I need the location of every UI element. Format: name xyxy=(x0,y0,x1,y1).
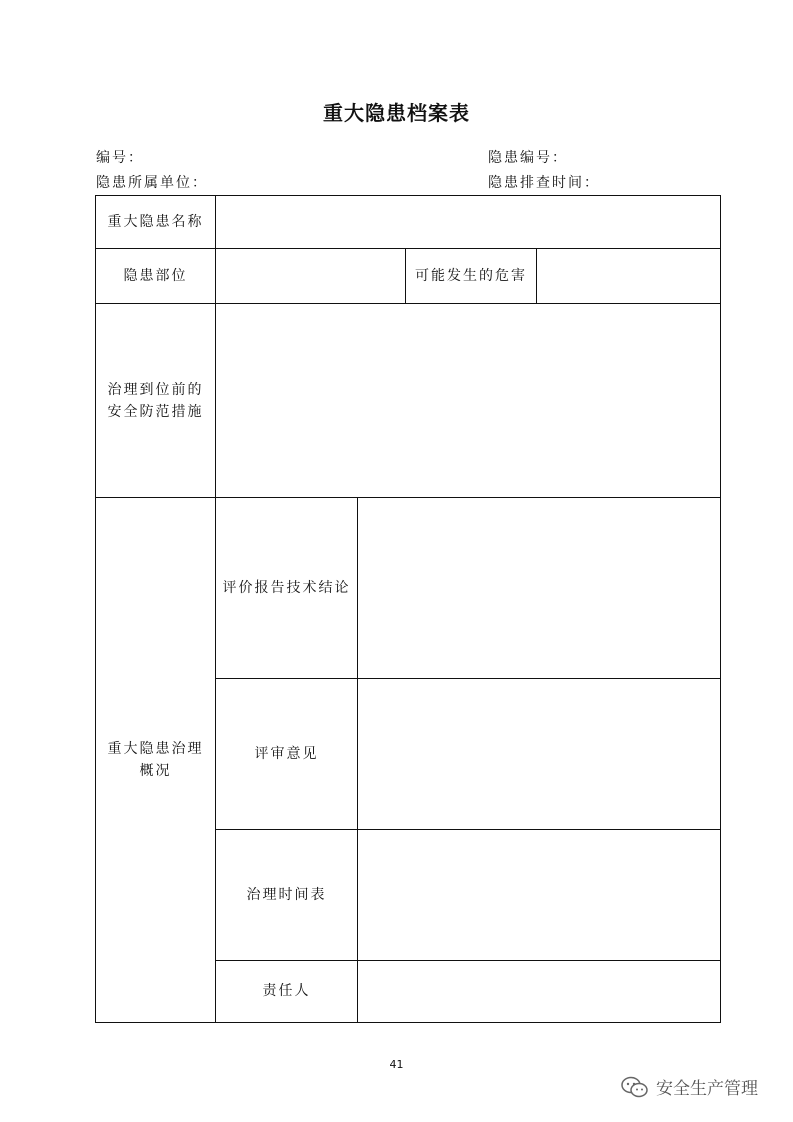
inspection-time-label: 隐患排查时间： xyxy=(488,175,600,191)
hazard-location-field[interactable] xyxy=(216,249,406,304)
hazard-number-label: 隐患编号： xyxy=(488,150,568,166)
governance-overview-label: 重大隐患治理概况 xyxy=(96,498,216,1023)
governance-schedule-field[interactable] xyxy=(358,829,721,960)
hazard-location-label: 隐患部位 xyxy=(96,249,216,304)
review-opinion-field[interactable] xyxy=(358,678,721,829)
hazard-name-label: 重大隐患名称 xyxy=(96,196,216,249)
review-opinion-label: 评审意见 xyxy=(216,678,358,829)
wechat-icon xyxy=(620,1075,650,1099)
evaluation-conclusion-label: 评价报告技术结论 xyxy=(216,498,358,678)
safety-measures-label: 治理到位前的安全防范措施 xyxy=(96,304,216,498)
possible-harm-label: 可能发生的危害 xyxy=(406,249,537,304)
evaluation-conclusion-field[interactable] xyxy=(358,498,721,678)
responsible-person-label: 责任人 xyxy=(216,960,358,1022)
unit-label: 隐患所属单位： xyxy=(96,175,208,191)
possible-harm-field[interactable] xyxy=(537,249,721,304)
page-number: 41 xyxy=(389,1058,404,1071)
watermark-text: 安全生产管理 xyxy=(656,1079,758,1099)
page-title: 重大隐患档案表 xyxy=(323,101,470,125)
hazard-record-table xyxy=(95,195,721,1023)
watermark xyxy=(620,1074,758,1099)
responsible-person-field[interactable] xyxy=(358,960,721,1022)
hazard-name-field[interactable] xyxy=(216,196,721,249)
number-label: 编号： xyxy=(96,150,144,166)
governance-schedule-label: 治理时间表 xyxy=(216,829,358,960)
safety-measures-field[interactable] xyxy=(216,304,721,498)
